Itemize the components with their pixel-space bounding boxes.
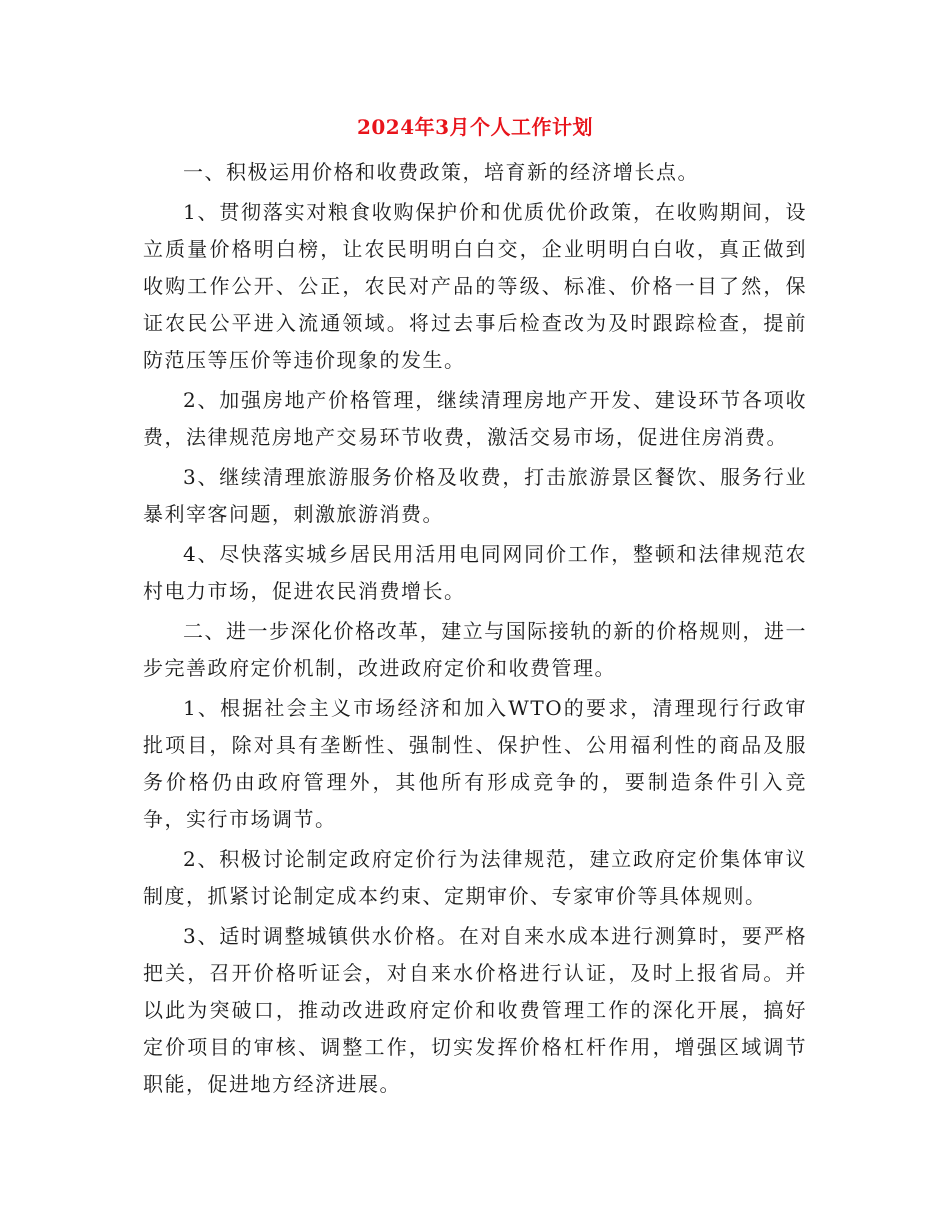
paragraph-section-1-heading: 一、积极运用价格和收费政策，培育新的经济增长点。 [183, 160, 699, 184]
paragraph-item-2-3: 3、适时调整城镇供水价格。在对自来水成本进行测算时，要严格把关，召开价格听证会，对自来水价格进行认证，及时上报省局。并以此为突破口，推动改进政府定价和收费管理工作的深化开展，搞好定价项目的审核、调整工作，切实发挥价格杠杆作用，增强区域调节职能，促进地方经济进展。 [143, 924, 807, 1096]
paragraph-item-1-4: 4、尽快落实城乡居民用活用电同网同价工作，整顿和法律规范农村电力市场，促进农民消费增长。 [143, 542, 807, 603]
paragraph-item-2-2: 2、积极讨论制定政府定价行为法律规范，建立政府定价集体审议制度，抓紧讨论制定成本约束、定期审价、专家审价等具体规则。 [143, 847, 807, 908]
paragraph-item-2-1: 1、根据社会主义市场经济和加入WTO的要求，清理现行行政审批项目，除对具有垄断性、强制性、保护性、公用福利性的商品及服务价格仍由政府管理外，其他所有形成竞争的，要制造条件引入竞争，实行市场调节。 [143, 696, 807, 831]
paragraph-section-2-heading: 二、进一步深化价格改革，建立与国际接轨的新的价格规则，进一步完善政府定价机制，改进政府定价和收费管理。 [143, 619, 807, 680]
paragraph-item-1-1: 1、贯彻落实对粮食收购保护价和优质优价政策，在收购期间，设立质量价格明白榜，让农民明明白白交，企业明明白白收，真正做到收购工作公开、公正，农民对产品的等级、标准、价格一目了然，保证农民公平进入流通领域。将过去事后检查改为及时跟踪检查，提前防范压等压价等违价现象的发生。 [143, 200, 807, 372]
paragraph-item-1-3: 3、继续清理旅游服务价格及收费，打击旅游景区餐饮、服务行业暴利宰客问题，刺激旅游消费。 [143, 465, 807, 526]
document-page [143, 112, 807, 1106]
paragraph-item-1-2: 2、加强房地产价格管理，继续清理房地产开发、建设环节各项收费，法律规范房地产交易环节收费，激活交易市场，促进住房消费。 [143, 388, 807, 449]
document-title: 2024年3月个人工作计划 [356, 115, 594, 139]
